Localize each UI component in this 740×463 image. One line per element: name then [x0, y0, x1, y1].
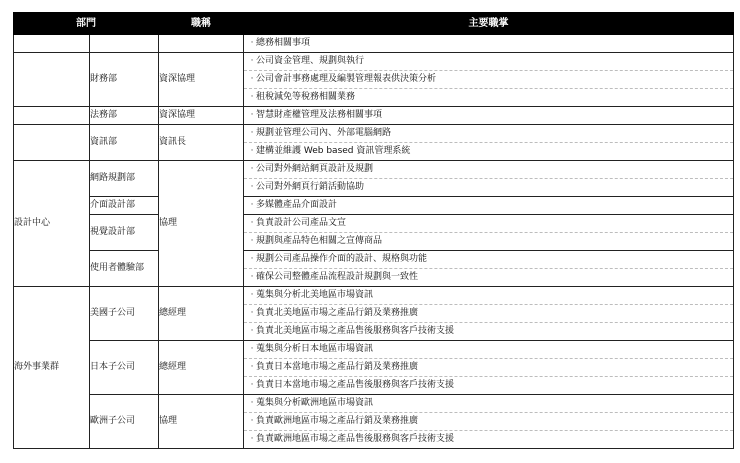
unit-cell: 日本子公司 [90, 341, 159, 395]
table-row [14, 197, 734, 215]
table-row [14, 287, 734, 341]
bullet-glyph: · [250, 56, 254, 66]
duty-text: 租稅減免等稅務相關業務 [256, 92, 356, 102]
duty-text: 規劃並管理公司內、外部電腦網路 [256, 128, 392, 138]
duties-cell [244, 53, 734, 107]
bullet-glyph: · [250, 128, 254, 138]
duty-item [244, 53, 733, 71]
bullet-glyph: · [250, 146, 254, 156]
bullet-glyph: · [250, 308, 254, 318]
table-body [14, 35, 734, 449]
duty-item [244, 395, 733, 413]
duty-item [244, 161, 733, 179]
unit-cell: 法務部 [90, 107, 159, 125]
bullet-glyph: · [250, 200, 254, 210]
duty-text: 公司會計事務處理及編製管理報表供決策分析 [256, 74, 437, 84]
duty-text: 負責歐洲地區市場之產品售後服務與客戶技術支援 [256, 434, 455, 444]
duty-item [244, 287, 733, 305]
bullet-glyph: · [250, 236, 254, 246]
duty-text: 智慧財產權管理及法務相關事項 [256, 110, 383, 120]
unit-cell: 資訊部 [90, 125, 159, 161]
duties-cell [244, 125, 734, 161]
table-row [14, 35, 734, 53]
table-row [14, 125, 734, 161]
title-cell: 資深協理 [159, 53, 244, 107]
table-row [14, 107, 734, 125]
duty-item [244, 125, 733, 143]
title-cell: 總經理 [159, 341, 244, 395]
duty-item [244, 89, 733, 106]
duties-cell [244, 35, 734, 53]
org-duty-table [13, 12, 734, 449]
bullet-glyph: · [250, 326, 254, 336]
group-cell [14, 35, 90, 53]
duty-item [244, 269, 733, 286]
duty-text: 負責北美地區市場之產品售後服務與客戶技術支援 [256, 326, 455, 336]
bullet-glyph: · [250, 416, 254, 426]
unit-cell: 介面設計部 [90, 197, 159, 215]
header-duties: 主要職掌 [244, 13, 734, 35]
duty-item [244, 143, 733, 160]
title-cell: 協理 [159, 395, 244, 449]
duty-text: 蒐集與分析日本地區市場資訊 [256, 344, 374, 354]
group-cell [14, 53, 90, 107]
duty-text: 負責北美地區市場之產品行銷及業務推廣 [256, 308, 419, 318]
unit-cell: 財務部 [90, 53, 159, 107]
bullet-glyph: · [250, 92, 254, 102]
duty-item [244, 305, 733, 323]
unit-cell: 歐洲子公司 [90, 395, 159, 449]
group-cell-design-center: 設計中心 [14, 161, 90, 287]
duty-item [244, 377, 733, 394]
table-row [14, 341, 734, 395]
table-row [14, 161, 734, 197]
title-cell: 協理 [159, 161, 244, 287]
duties-cell [244, 287, 734, 341]
duty-text: 規劃公司產品操作介面的設計、規格與功能 [256, 254, 428, 264]
table-row [14, 251, 734, 287]
duty-text: 多媒體產品介面設計 [256, 200, 338, 210]
unit-cell: 網路規劃部 [90, 161, 159, 197]
bullet-glyph: · [250, 254, 254, 264]
duty-text: 公司對外網站網頁設計及規劃 [256, 164, 374, 174]
duties-cell [244, 251, 734, 287]
bullet-glyph: · [250, 218, 254, 228]
duty-text: 總務相關事項 [256, 38, 311, 48]
group-cell-overseas: 海外事業群 [14, 287, 90, 449]
duty-text: 蒐集與分析歐洲地區市場資訊 [256, 398, 374, 408]
table-row [14, 395, 734, 449]
bullet-glyph: · [250, 182, 254, 192]
duty-item [244, 107, 733, 124]
table-header-row [14, 13, 734, 35]
duty-item [244, 413, 733, 431]
bullet-glyph: · [250, 272, 254, 282]
duty-text: 規劃與產品特色相關之宣傳商品 [256, 236, 383, 246]
duty-text: 公司對外網頁行銷活動協助 [256, 182, 365, 192]
bullet-glyph: · [250, 434, 254, 444]
duty-item [244, 431, 733, 448]
duty-item [244, 251, 733, 269]
duty-text: 負責日本當地市場之產品行銷及業務推廣 [256, 362, 419, 372]
bullet-glyph: · [250, 344, 254, 354]
duties-cell [244, 197, 734, 215]
duties-cell [244, 107, 734, 125]
unit-cell: 美國子公司 [90, 287, 159, 341]
duty-text: 建構並維護 Web based 資訊管理系統 [256, 146, 411, 156]
bullet-glyph: · [250, 362, 254, 372]
duties-cell [244, 215, 734, 251]
group-cell [14, 125, 90, 161]
bullet-glyph: · [250, 74, 254, 84]
title-cell: 總經理 [159, 287, 244, 341]
duty-item [244, 197, 733, 214]
duty-text: 公司資金管理、規劃與執行 [256, 56, 365, 66]
duties-cell [244, 161, 734, 197]
duty-text: 確保公司整體產品流程設計規劃與一致性 [256, 272, 419, 282]
duty-item [244, 323, 733, 340]
duty-item [244, 215, 733, 233]
duty-text: 負責歐洲地區市場之產品行銷及業務推廣 [256, 416, 419, 426]
title-cell: 資訊長 [159, 125, 244, 161]
unit-cell: 視覺設計部 [90, 215, 159, 251]
duties-cell [244, 395, 734, 449]
table-row [14, 215, 734, 251]
duty-item [244, 341, 733, 359]
bullet-glyph: · [250, 38, 254, 48]
duty-item [244, 35, 733, 52]
duty-item [244, 179, 733, 196]
org-duty-table-container [13, 12, 733, 449]
title-cell [159, 35, 244, 53]
bullet-glyph: · [250, 290, 254, 300]
bullet-glyph: · [250, 398, 254, 408]
duty-item [244, 233, 733, 250]
unit-cell: 使用者體驗部 [90, 251, 159, 287]
duty-text: 負責日本當地市場之產品售後服務與客戶技術支援 [256, 380, 455, 390]
table-row [14, 53, 734, 107]
duty-item [244, 71, 733, 89]
header-unit: 部門 [14, 13, 159, 35]
duty-item [244, 359, 733, 377]
bullet-glyph: · [250, 380, 254, 390]
duty-text: 蒐集與分析北美地區市場資訊 [256, 290, 374, 300]
bullet-glyph: · [250, 110, 254, 120]
header-title: 職稱 [159, 13, 244, 35]
title-cell: 資深協理 [159, 107, 244, 125]
group-cell [14, 107, 90, 125]
duty-text: 負責設計公司產品文宣 [256, 218, 347, 228]
unit-cell [90, 35, 159, 53]
bullet-glyph: · [250, 164, 254, 174]
duties-cell [244, 341, 734, 395]
